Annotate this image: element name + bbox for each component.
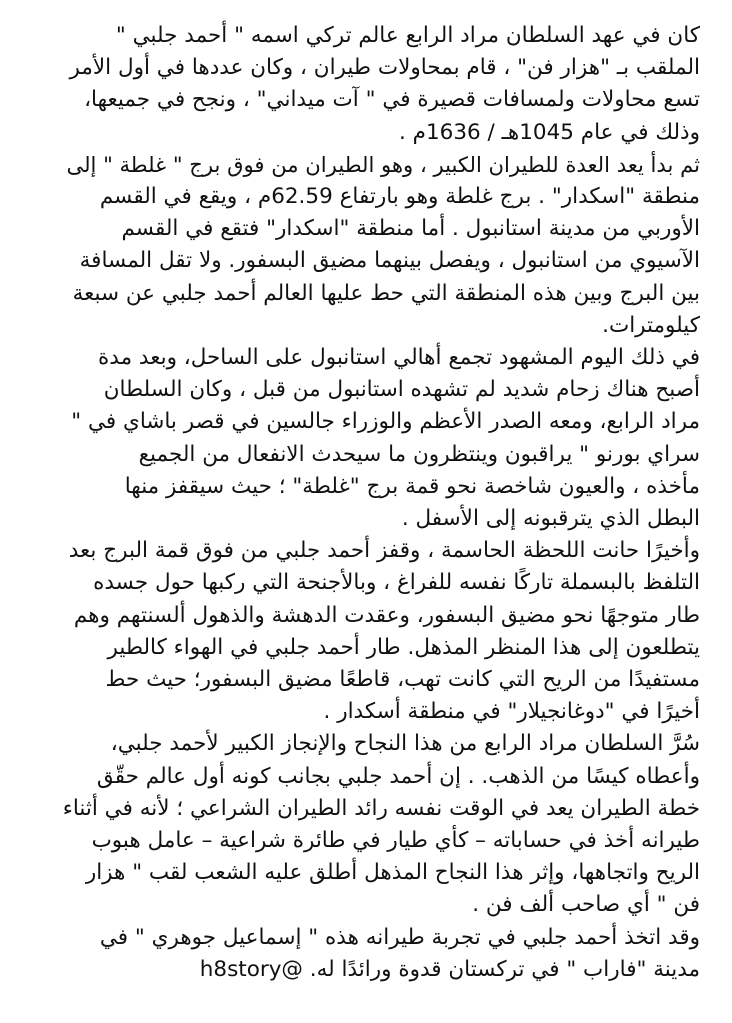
text-line: وأخيرًا حانت اللحظة الحاسمة ، وقفز أحمد جلبي من فوق قمة البرج بعد (68, 538, 700, 564)
paragraph-3 (60, 342, 700, 535)
text-line: الريح واتجاهها، وإثر هذا النجاح المذهل أطلق عليه الشعب لقب " هزار (85, 860, 700, 886)
text-line: مستفيدًا من الريح التي كانت تهب، قاطعًا مضيق البسفور؛ حيث حط (105, 667, 700, 693)
text-line: خطة الطيران يعد في الوقت نفسه رائد الطيران الشراعي ؛ لأنه في أثناء (62, 795, 700, 821)
text-line: وقد اتخذ أحمد جلبي في تجربة طيرانه هذه " إسماعيل جوهري " في (99, 924, 700, 950)
paragraph-6 (60, 922, 700, 986)
text-line: تسع محاولات ولمسافات قصيرة في " آت ميداني" ، ونجح في جميعها، (84, 87, 700, 113)
text-line: كان في عهد السلطان مراد الرابع عالم تركي اسمه " أحمد جلبي " (115, 23, 700, 48)
text-line: يتطلعون إلى هذا المنظر المذهل. طار أحمد جلبي في الهواء كالطير (107, 634, 700, 660)
paragraph-2 (60, 149, 700, 342)
text-line: طار متوجهًا نحو مضيق البسفور، وعقدت الدهشة والذهول ألسنتهم وهم (73, 602, 700, 628)
text-line: التلفظ بالبسملة تاركًا نفسه للفراغ ، وبالأجنحة التي ركبها حول جسده (93, 570, 700, 596)
text-line: أصبح هناك زحام شديد لم تشهده استانبول من قبل ، وكان السلطان (103, 377, 700, 403)
text-line: الآسيوي من استانبول ، ويفصل بينهما مضيق البسفور. ولا تقل المسافة (79, 248, 700, 274)
text-line: مأخذه ، والعيون شاخصة نحو قمة برج "غلطة" ؛ حيث سيقفز منها (124, 473, 700, 499)
text-line: بين البرج وبين هذه المنطقة التي حط عليها العالم أحمد جلبي عن سبعة (72, 280, 700, 306)
text-line: مراد الرابع، ومعه الصدر الأعظم والوزراء جالسين في قصر باشاي في " (71, 409, 700, 435)
text-line: ثم بدأ يعد العدة للطيران الكبير ، وهو الطيران من فوق برج " غلطة " إلى (66, 151, 700, 177)
paragraph-4 (60, 535, 700, 728)
paragraph-1 (60, 20, 700, 149)
text-line: أخيرًا في "دوغانجيلار" في منطقة أسكدار . (323, 699, 700, 725)
article-body (60, 20, 700, 986)
text-line: منطقة "اسكدار" . برج غلطة وهو بارتفاع 62.59م ، ويقع في القسم (99, 184, 700, 210)
text-line: سُرَّ السلطان مراد الرابع من هذا النجاح والإنجاز الكبير لأحمد جلبي، (110, 731, 700, 757)
text-line: سراي بورنو " يراقبون وينتظرون ما سيحدث الانفعال من الجميع (138, 441, 700, 467)
text-line: الأوربي من مدينة استانبول . أما منطقة "اسكدار" فتقع في القسم (121, 216, 700, 242)
paragraph-5 (60, 728, 700, 921)
text-line: فن " أي صاحب ألف فن . (472, 892, 700, 918)
text-line: مدينة "فاراب " في تركستان قدوة ورائدًا له. @h8story (199, 956, 700, 982)
text-line: الملقب بـ "هزار فن" ، قام بمحاولات طيران ، وكان عددها في أول الأمر (69, 55, 700, 81)
text-line: البطل الذي يترقبونه إلى الأسفل . (401, 506, 700, 532)
text-line: وذلك في عام 1045هـ / 1636م . (398, 119, 700, 145)
text-line: طيرانه أخذ في حساباته – كأي طيار في طائرة شراعية – عامل هبوب (91, 828, 700, 854)
text-line: كيلومترات. (602, 312, 700, 338)
text-line: في ذلك اليوم المشهود تجمع أهالي استانبول على الساحل، وبعد مدة (98, 345, 700, 371)
text-line: وأعطاه كيسًا من الذهب. . إن أحمد جلبي بجانب كونه أول عالم حقّق (96, 763, 700, 789)
